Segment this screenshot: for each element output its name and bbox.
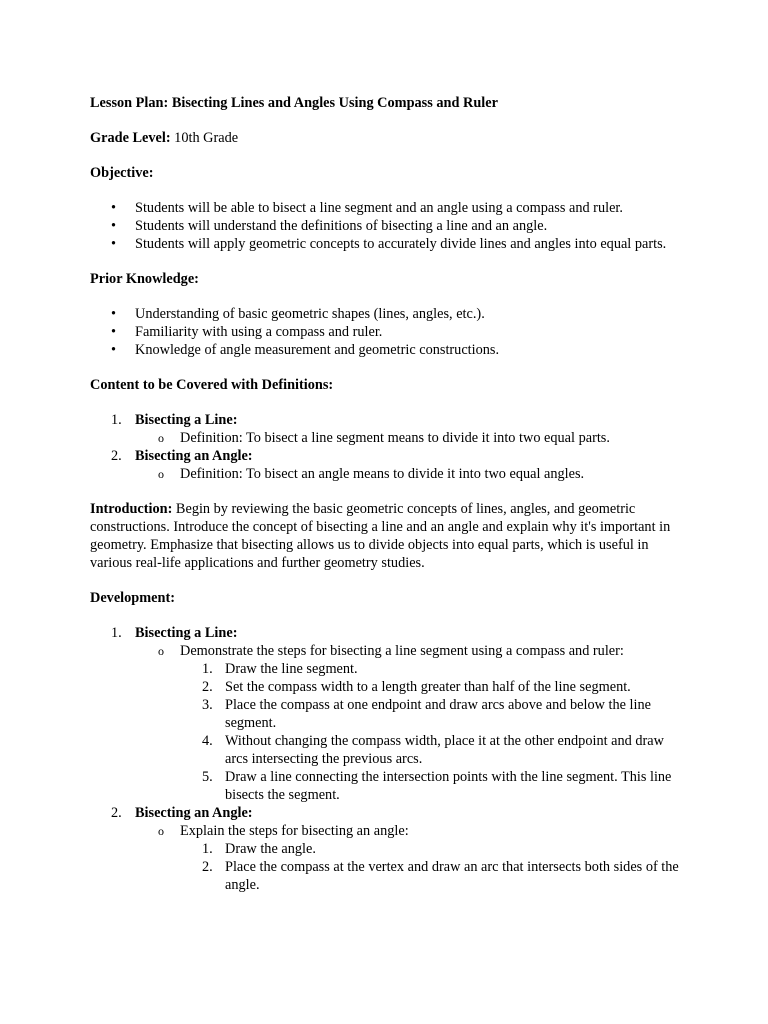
content-item-title: Bisecting an Angle: [135, 448, 253, 464]
definition-list [135, 429, 690, 447]
content-item [90, 411, 690, 447]
objective-item: • Students will apply geometric concepts to accurately divide lines and angles into equal parts. [90, 235, 690, 253]
step-text: Draw a line connecting the intersection points with the line segment. This line bisects the segment. [225, 769, 672, 803]
step-number: 3. [202, 697, 213, 713]
grade-level-label: Grade Level: [90, 130, 171, 146]
development-sub-list [135, 642, 690, 804]
circle-bullet-icon: o [158, 467, 164, 481]
objective-heading: Objective: [90, 165, 154, 181]
circle-bullet-icon: o [158, 431, 164, 445]
circle-bullet-icon: o [158, 824, 164, 838]
steps-list [180, 660, 690, 804]
development-item-title: Bisecting an Angle: [135, 805, 253, 821]
development-sub-text: Explain the steps for bisecting an angle: [180, 823, 409, 839]
step-item [180, 678, 690, 696]
step-item [180, 858, 690, 894]
prior-knowledge-item: • Understanding of basic geometric shapes (lines, angles, etc.). [90, 305, 690, 323]
definition-item [135, 465, 690, 483]
grade-level-value: 10th Grade [170, 130, 239, 146]
step-text: Without changing the compass width, place it at the other endpoint and draw arcs intersecting the previous arcs. [225, 733, 664, 767]
objective-list [90, 199, 690, 253]
development-list [90, 624, 690, 894]
document-title: Lesson Plan: Bisecting Lines and Angles Using Compass and Ruler [90, 95, 498, 111]
step-number: 1. [202, 661, 213, 677]
content-heading: Content to be Covered with Definitions: [90, 377, 334, 393]
content-list [90, 411, 690, 483]
step-item [180, 696, 690, 732]
definition-text: Definition: To bisect a line segment means to divide it into two equal parts. [180, 430, 610, 446]
step-item [180, 840, 690, 858]
step-text: Set the compass width to a length greater than half of the line segment. [225, 679, 631, 695]
prior-knowledge-item: • Knowledge of angle measurement and geometric constructions. [90, 341, 690, 359]
step-number: 2. [202, 859, 213, 875]
step-number: 1. [202, 841, 213, 857]
introduction-paragraph [90, 500, 690, 572]
development-sub-text: Demonstrate the steps for bisecting a line segment using a compass and ruler: [180, 643, 624, 659]
definition-list [135, 465, 690, 483]
step-number: 4. [202, 733, 213, 749]
development-heading: Development: [90, 590, 175, 606]
development-sub-item [135, 822, 690, 894]
list-number: 1. [111, 625, 122, 641]
list-number: 2. [111, 805, 122, 821]
content-item [90, 447, 690, 483]
step-item [180, 768, 690, 804]
step-number: 5. [202, 769, 213, 785]
development-item [90, 804, 690, 894]
list-number: 1. [111, 412, 122, 428]
document-page [90, 94, 690, 911]
introduction-label: Introduction: [90, 501, 173, 517]
step-text: Place the compass at one endpoint and draw arcs above and below the line segment. [225, 697, 651, 731]
grade-level [90, 129, 690, 147]
introduction-text: Begin by reviewing the basic geometric concepts of lines, angles, and geometric constructions. Introduce the concept of bisecting a line and an angle and explain why it's important in geometry. Emphasize that bisecting allows us to divide objects into equal parts, which is useful in various real-life applications and further geometry studies. [90, 501, 671, 571]
development-sub-list [135, 822, 690, 894]
circle-bullet-icon: o [158, 644, 164, 658]
objective-item: • Students will be able to bisect a line segment and an angle using a compass and ruler. [90, 199, 690, 217]
prior-knowledge-list [90, 305, 690, 359]
step-text: Draw the angle. [225, 841, 316, 857]
prior-knowledge-item: • Familiarity with using a compass and ruler. [90, 323, 690, 341]
list-number: 2. [111, 448, 122, 464]
development-item-title: Bisecting a Line: [135, 625, 238, 641]
step-number: 2. [202, 679, 213, 695]
prior-knowledge-heading: Prior Knowledge: [90, 271, 199, 287]
definition-item [135, 429, 690, 447]
step-item [180, 660, 690, 678]
objective-item: • Students will understand the definitions of bisecting a line and an angle. [90, 217, 690, 235]
development-sub-item [135, 642, 690, 804]
development-item [90, 624, 690, 804]
step-text: Draw the line segment. [225, 661, 358, 677]
step-text: Place the compass at the vertex and draw an arc that intersects both sides of the angle. [225, 859, 679, 893]
steps-list [180, 840, 690, 894]
content-item-title: Bisecting a Line: [135, 412, 238, 428]
definition-text: Definition: To bisect an angle means to divide it into two equal angles. [180, 466, 585, 482]
step-item [180, 732, 690, 768]
